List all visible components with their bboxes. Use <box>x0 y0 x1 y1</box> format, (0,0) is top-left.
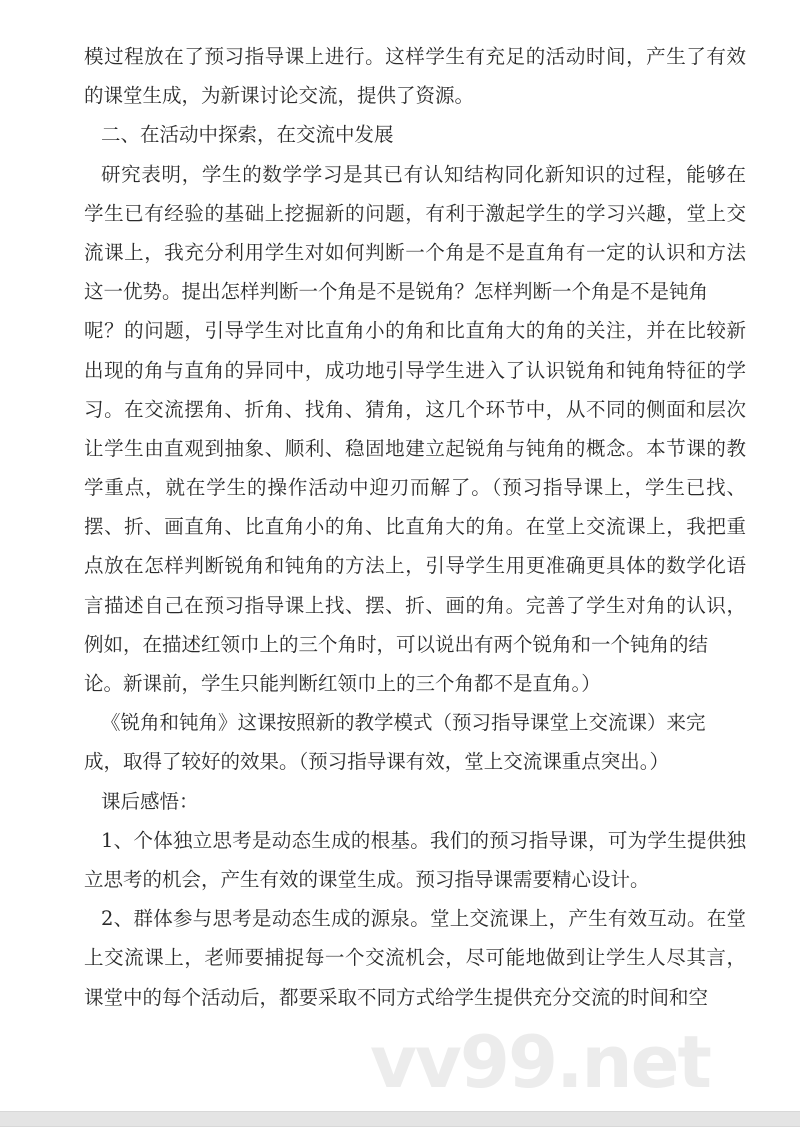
text-line: 立思考的机会，产生有效的课堂生成。预习指导课需要精心设计。 <box>84 867 650 891</box>
text-line: 课堂中的每个活动后，都要采取不同方式给学生提供充分交流的时间和空 <box>84 985 709 1009</box>
text-line: 二、在活动中探索，在交流中发展 <box>101 123 394 147</box>
text-line: 1、个体独立思考是动态生成的根基。我们的预习指导课，可为学生提供独 <box>101 828 746 852</box>
text-line: 学重点，就在学生的操作活动中迎刃而解了。（预习指导课上，学生已找、 <box>84 476 746 500</box>
text-line: 这一优势。提出怎样判断一个角是不是锐角？怎样判断一个角是不是钝角 <box>84 280 709 304</box>
text-line: 言描述自己在预习指导课上找、摆、折、画的角。完善了学生对角的认识， <box>84 593 746 617</box>
text-line: 出现的角与直角的异同中，成功地引导学生进入了认识锐角和钝角特征的学 <box>84 358 746 382</box>
text-line: 模过程放在了预习指导课上进行。这样学生有充足的活动时间，产生了有效 <box>84 45 746 68</box>
text-line: 例如，在描述红领巾上的三个角时，可以说出有两个锐角和一个钝角的结 <box>84 632 709 656</box>
next-page <box>0 1127 800 1137</box>
text-line: 论。新课前，学生只能判断红领巾上的三个角都不是直角。） <box>84 672 601 695</box>
text-line: 上交流课上，老师要捕捉每一个交流机会，尽可能地做到让学生人尽其言， <box>84 946 746 970</box>
text-line: 习。在交流摆角、折角、找角、猜角，这几个环节中，从不同的侧面和层次 <box>84 397 746 421</box>
text-line: 学生已有经验的基础上挖掘新的问题，有利于激起学生的学习兴趣，堂上交 <box>84 201 746 225</box>
text-line: 呢？的问题，引导学生对比直角小的角和比直角大的角的关注，并在比较新 <box>84 319 746 343</box>
text-line: 研究表明，学生的数学学习是其已有认知结构同化新知识的过程，能够在 <box>101 162 746 186</box>
text-line: 摆、折、画直角、比直角小的角、比直角大的角。在堂上交流课上，我把重 <box>84 515 746 539</box>
text-line: 《锐角和钝角》这课按照新的教学模式（预习指导课堂上交流课）来完 <box>101 711 706 735</box>
text-line: 点放在怎样判断锐角和钝角的方法上，引导学生用更准确更具体的数学化语 <box>84 554 746 578</box>
document-body <box>84 40 746 1020</box>
text-line: 2、群体参与思考是动态生成的源泉。堂上交流课上，产生有效互动。在堂 <box>101 907 746 931</box>
watermark: vv99.net <box>370 1020 710 1104</box>
text-line: 成，取得了较好的效果。（预习指导课有效，堂上交流课重点突出。） <box>84 750 670 774</box>
page-separator <box>0 1111 800 1127</box>
text-line: 流课上，我充分利用学生对如何判断一个角是不是直角有一定的认识和方法 <box>84 240 746 264</box>
text-line: 的课堂生成，为新课讨论交流，提供了资源。 <box>84 84 475 108</box>
text-line: 让学生由直观到抽象、顺利、稳固地建立起锐角与钝角的概念。本节课的教 <box>84 436 746 460</box>
text-line: 课后感悟： <box>101 789 199 813</box>
